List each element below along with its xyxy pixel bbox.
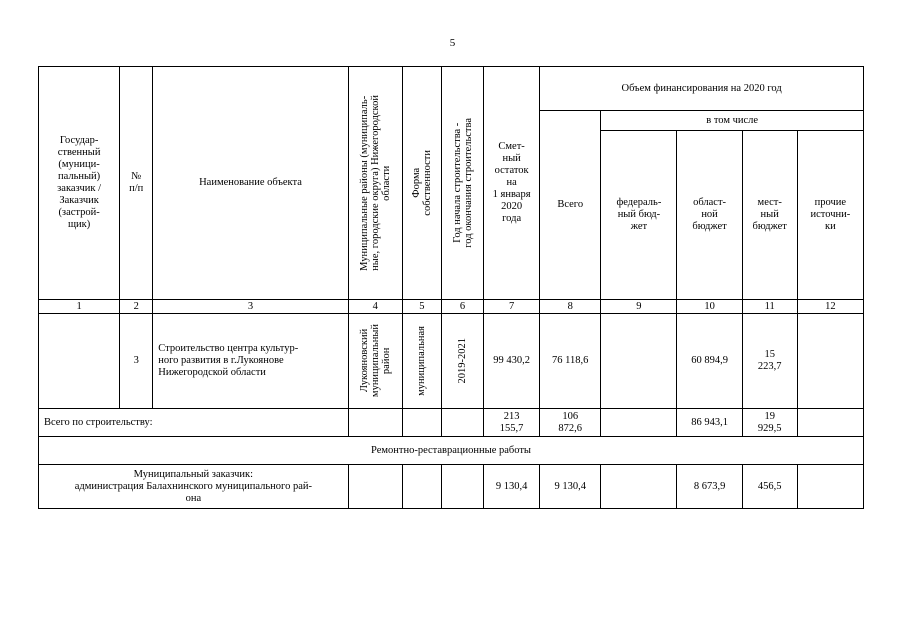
object-years xyxy=(441,314,483,409)
page-number: 5 xyxy=(449,37,456,49)
customer-label-line3: она xyxy=(185,492,202,504)
header-object-name: Наименование объекта xyxy=(153,67,348,300)
object-years-text: 2019-2021 xyxy=(457,338,468,384)
financing-table xyxy=(38,66,864,509)
header-customer: Государ- ственный (муници- пальный) заказчик / Заказчик (застрой- щик) xyxy=(39,67,120,300)
total-empty-cell xyxy=(348,409,402,437)
header-number: № п/п xyxy=(120,67,153,300)
header-years xyxy=(441,67,483,300)
header-ownership-text: Форма собственности xyxy=(410,150,433,216)
column-number: 8 xyxy=(540,300,601,314)
header-years-text: Год начала строительства - год окончания строительства xyxy=(451,118,474,248)
column-number: 3 xyxy=(153,300,348,314)
object-total: 76 118,6 xyxy=(540,314,601,409)
column-number: 6 xyxy=(441,300,483,314)
column-number: 11 xyxy=(742,300,797,314)
header-municipality xyxy=(348,67,402,300)
object-regional: 60 894,9 xyxy=(677,314,742,409)
object-other xyxy=(797,314,863,409)
header-total: Всего xyxy=(540,111,601,300)
customer-empty-cell xyxy=(441,465,483,509)
customer-other xyxy=(797,465,863,509)
customer-regional: 8 673,9 xyxy=(677,465,742,509)
header-local: мест- ный бюджет xyxy=(742,131,797,300)
object-local: 15 223,7 xyxy=(742,314,797,409)
object-federal xyxy=(601,314,677,409)
header-estimate-remainder: Смет- ный остаток на 1 января 2020 года xyxy=(484,67,540,300)
object-estimate-remainder: 99 430,2 xyxy=(484,314,540,409)
header-federal: федераль- ный бюд- жет xyxy=(601,131,677,300)
table-row xyxy=(39,465,864,509)
customer-estimate-remainder: 9 130,4 xyxy=(484,465,540,509)
object-customer-cell xyxy=(39,314,120,409)
object-municipality xyxy=(348,314,402,409)
total-empty-cell xyxy=(402,409,441,437)
customer-label xyxy=(39,465,349,509)
column-number: 1 xyxy=(39,300,120,314)
customer-federal xyxy=(601,465,677,509)
customer-empty-cell xyxy=(402,465,441,509)
object-ownership xyxy=(402,314,441,409)
total-regional: 86 943,1 xyxy=(677,409,742,437)
column-number: 12 xyxy=(797,300,863,314)
section-title: Ремонтно-реставрационные работы xyxy=(39,437,864,465)
customer-label-line1: Муниципальный заказчик: xyxy=(133,468,254,480)
header-including: в том числе xyxy=(601,111,864,131)
column-number: 5 xyxy=(402,300,441,314)
table-row xyxy=(39,314,864,409)
total-financing: 106 872,6 xyxy=(540,409,601,437)
total-empty-cell xyxy=(441,409,483,437)
total-other xyxy=(797,409,863,437)
total-estimate-remainder: 213 155,7 xyxy=(484,409,540,437)
header-other: прочие источни- ки xyxy=(797,131,863,300)
column-number: 2 xyxy=(120,300,153,314)
column-number: 4 xyxy=(348,300,402,314)
table-row xyxy=(39,409,864,437)
header-municipality-text: Муниципальные районы (муниципаль- ные, городские округа) Нижегородской области xyxy=(358,95,392,271)
column-numbers-row xyxy=(39,300,864,314)
object-name: Строительство центра культур- ного развития в г.Лукоянове Нижегородской области xyxy=(153,314,348,409)
column-number: 7 xyxy=(484,300,540,314)
customer-label-line2: администрация Балахнинского муниципального рай- xyxy=(74,480,312,492)
object-municipality-text: Лукояновский муниципальный район xyxy=(358,324,392,398)
total-local: 19 929,5 xyxy=(742,409,797,437)
header-ownership xyxy=(402,67,441,300)
total-label: Всего по строительству: xyxy=(39,409,349,437)
section-row xyxy=(39,437,864,465)
customer-local: 456,5 xyxy=(742,465,797,509)
header-regional: област- ной бюджет xyxy=(677,131,742,300)
header-financing-title: Объем финансирования на 2020 год xyxy=(540,67,864,111)
column-number: 9 xyxy=(601,300,677,314)
total-federal xyxy=(601,409,677,437)
column-number: 10 xyxy=(677,300,742,314)
customer-empty-cell xyxy=(348,465,402,509)
customer-total: 9 130,4 xyxy=(540,465,601,509)
object-number: 3 xyxy=(120,314,153,409)
object-ownership-text: муниципальная xyxy=(416,326,428,396)
